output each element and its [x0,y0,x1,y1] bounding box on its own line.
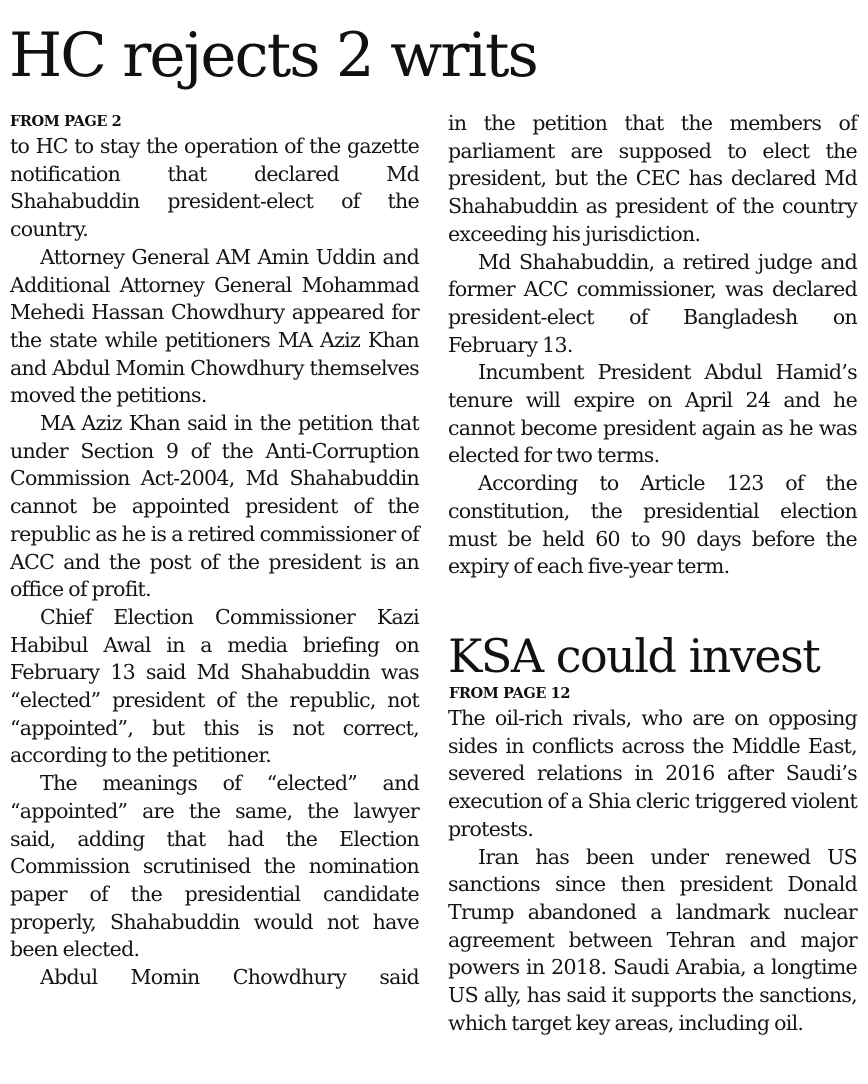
article-kicker: FROM PAGE 2 [10,113,122,130]
article-column-3 [448,705,857,1037]
article-paragraph: The oil-rich rivals, who are on opposing sides in conflicts across the Middle East, severed relations in 2016 after Saudi’s execution of a Shia cleric triggered violent protests. [448,706,857,841]
article-paragraph: The meanings of “elected” and “appointed” are the same, the lawyer said, adding that had the Election Commission scrutinised the nomination paper of the presidential candidate properly, Shahabuddin would not have been elected. [10,771,419,962]
article-column-1 [10,133,419,992]
article-paragraph: to HC to stay the operation of the gazette notification that declared Md Shahabuddin president-elect of the country. [10,134,419,242]
article-paragraph: Chief Election Commissioner Kazi Habibul Awal in a media briefing on February 13 said Md Shahabuddin was “elected” president of the republic, not “appointed”, but this is not correct, according to the petitioner. [10,604,419,768]
second-article-headline: KSA could invest [448,629,820,683]
article-paragraph: Incumbent President Abdul Hamid’s tenure will expire on April 24 and he cannot become president again as he was elected for two terms. [448,360,857,468]
second-article-kicker: FROM PAGE 12 [449,685,571,702]
article-paragraph: According to Article 123 of the constitution, the presidential election must be held 60 to 90 days before the expiry of each five-year term. [448,471,857,579]
article-headline: HC rejects 2 writs [9,20,537,91]
article-column-2 [448,110,857,581]
article-paragraph: in the petition that the members of parliament are supposed to elect the president, but the CEC has declared Md Shahabuddin as president of the country exceeding his jurisdiction. [448,111,857,246]
article-paragraph: Abdul Momin Chowdhury said [40,965,419,990]
article-paragraph: MA Aziz Khan said in the petition that under Section 9 of the Anti-Corruption Commission Act-2004, Md Shahabuddin cannot be appointed president of the republic as he is a retired commissioner of ACC and the post of the president is an office of profit. [10,411,419,602]
article-paragraph: Md Shahabuddin, a retired judge and former ACC commissioner, was declared president-elect of Bangladesh on February 13. [448,249,857,357]
article-paragraph: Attorney General AM Amin Uddin and Additional Attorney General Mohammad Mehedi Hassan Chowdhury appeared for the state while petitioners MA Aziz Khan and Abdul Momin Chowdhury themselves moved the petitions. [10,244,419,408]
article-paragraph: Iran has been under renewed US sanctions since then president Donald Trump abandoned a landmark nuclear agreement between Tehran and major powers in 2018. Saudi Arabia, a longtime US ally, has said it supports the sanctions, which target key areas, including oil. [448,844,857,1035]
